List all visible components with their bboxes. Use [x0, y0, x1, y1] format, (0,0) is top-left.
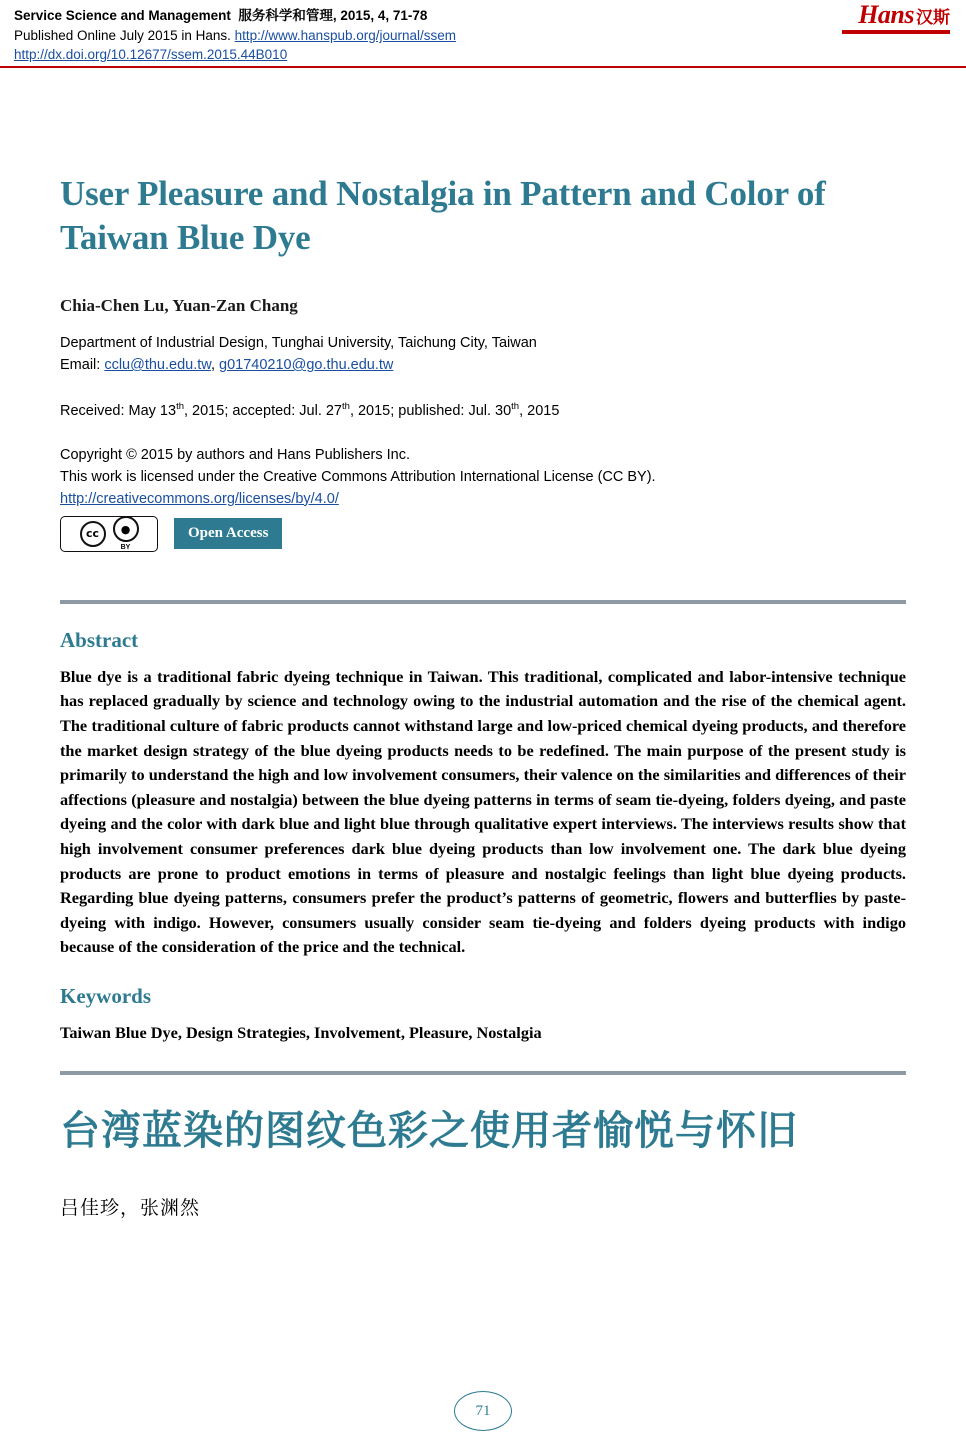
copyright-line-1: Copyright © 2015 by authors and Hans Publishers Inc. — [60, 446, 411, 463]
copyright-line-2: This work is licensed under the Creative Commons Attribution International License (CC BY). — [60, 468, 656, 485]
published-ordinal: th — [511, 401, 520, 412]
publisher-logo-bar — [842, 30, 950, 34]
affiliation-block — [60, 332, 906, 376]
journal-title-cn: 服务科学和管理 — [238, 8, 333, 24]
email-label: Email: — [60, 357, 105, 373]
published-online-text: Published Online July 2015 in Hans. — [14, 28, 235, 43]
cc-by-icon — [113, 516, 139, 551]
received-ordinal: th — [176, 401, 184, 412]
journal-title-en: Service Science and Management — [14, 8, 231, 23]
publisher-logo-word: Hans — [858, 0, 914, 29]
abstract-heading: Abstract — [60, 627, 139, 652]
chinese-author-list: 吕佳珍，张渊然 — [60, 1196, 201, 1219]
email-link-1[interactable]: cclu@thu.edu.tw — [104, 357, 211, 373]
cc-mark-icon: cc — [80, 521, 106, 547]
journal-url-link[interactable]: http://www.hanspub.org/journal/ssem — [234, 28, 457, 43]
page-footer — [0, 1391, 966, 1431]
accepted-ordinal: th — [342, 401, 350, 412]
affiliation-text: Department of Industrial Design, Tunghai University, Taichung City, Taiwan — [60, 335, 537, 351]
masthead-journal-line — [14, 6, 952, 26]
published-label: , 2015; published: Jul. 30 — [349, 402, 512, 419]
keywords-bottom-divider — [60, 1071, 906, 1075]
page-number-badge: 71 — [454, 1391, 512, 1431]
accepted-label: , 2015; accepted: Jul. 27 — [184, 402, 342, 419]
received-label: Received: May 13 — [60, 402, 177, 419]
cc-by-label: BY — [120, 544, 131, 552]
page-title: User Pleasure and Nostalgia in Pattern and Color of Taiwan Blue Dye — [60, 174, 826, 257]
published-year: , 2015 — [519, 402, 560, 419]
keywords-text: Taiwan Blue Dye, Design Strategies, Involvement, Pleasure, Nostalgia — [60, 1022, 542, 1042]
publisher-logo — [842, 2, 950, 34]
cc-person-icon: ● — [113, 516, 139, 542]
abstract-top-divider — [60, 600, 906, 604]
email-separator: , — [210, 357, 220, 373]
abstract-text: Blue dye is a traditional fabric dyeing technique in Taiwan. This traditional, complicated and labor-intensive technique has replaced gradually by science and technology owing to the industrial automation and the rise of the chemical agent. The traditional culture of fabric products cannot withstand large and low-priced chemical dyeing products, and therefore the market design strategy of the blue dyeing products needs to be redefined. The main purpose of the present study is primarily to understand the high and low involvement consumers, their valence on the similarities and differences of their affections (pleasure and nostalgia) between the blue dyeing patterns in terms of seam tie-dyeing, folders dyeing, and paste dyeing and the color with dark blue and light blue through qualitative expert interviews. The interviews results show that high involvement consumer preferences dark blue dyeing products than low involvement one. The dark blue dyeing products are prone to product emotions in terms of pleasure and nostalgic feelings than light blue dyeing products. Regarding blue dyeing patterns, consumers prefer the product’s patterns of geometric, flowers and butterflies by paste-dyeing with indigo. However, consumers usually consider seam tie-dyeing and folders dyeing products with indigo because of the consideration of the price and the technical. — [60, 666, 906, 957]
chinese-title: 台湾蓝染的图纹色彩之使用者愉悦与怀旧 — [60, 1107, 798, 1154]
masthead-doi-line — [14, 45, 952, 64]
license-url-link[interactable]: http://creativecommons.org/licenses/by/4.0/ — [60, 490, 339, 507]
author-list: Chia-Chen Lu, Yuan-Zan Chang — [60, 296, 298, 315]
email-link-2[interactable]: g01740210@go.thu.edu.tw — [219, 357, 394, 373]
license-badges-row — [60, 516, 906, 552]
article-dates — [60, 396, 906, 422]
copyright-block — [60, 444, 906, 510]
masthead-divider — [0, 66, 966, 69]
open-access-badge[interactable]: Open Access — [174, 518, 282, 549]
doi-url-link[interactable]: http://dx.doi.org/10.12677/ssem.2015.44B010 — [14, 47, 288, 62]
journal-volume-info: , 2015, 4, 71-78 — [332, 8, 428, 23]
creative-commons-icon[interactable] — [60, 516, 158, 552]
keywords-heading: Keywords — [60, 983, 151, 1008]
publisher-logo-cn: 汉斯 — [916, 8, 950, 28]
masthead — [0, 0, 966, 68]
article-content — [0, 172, 966, 1220]
masthead-published-line — [14, 26, 952, 45]
